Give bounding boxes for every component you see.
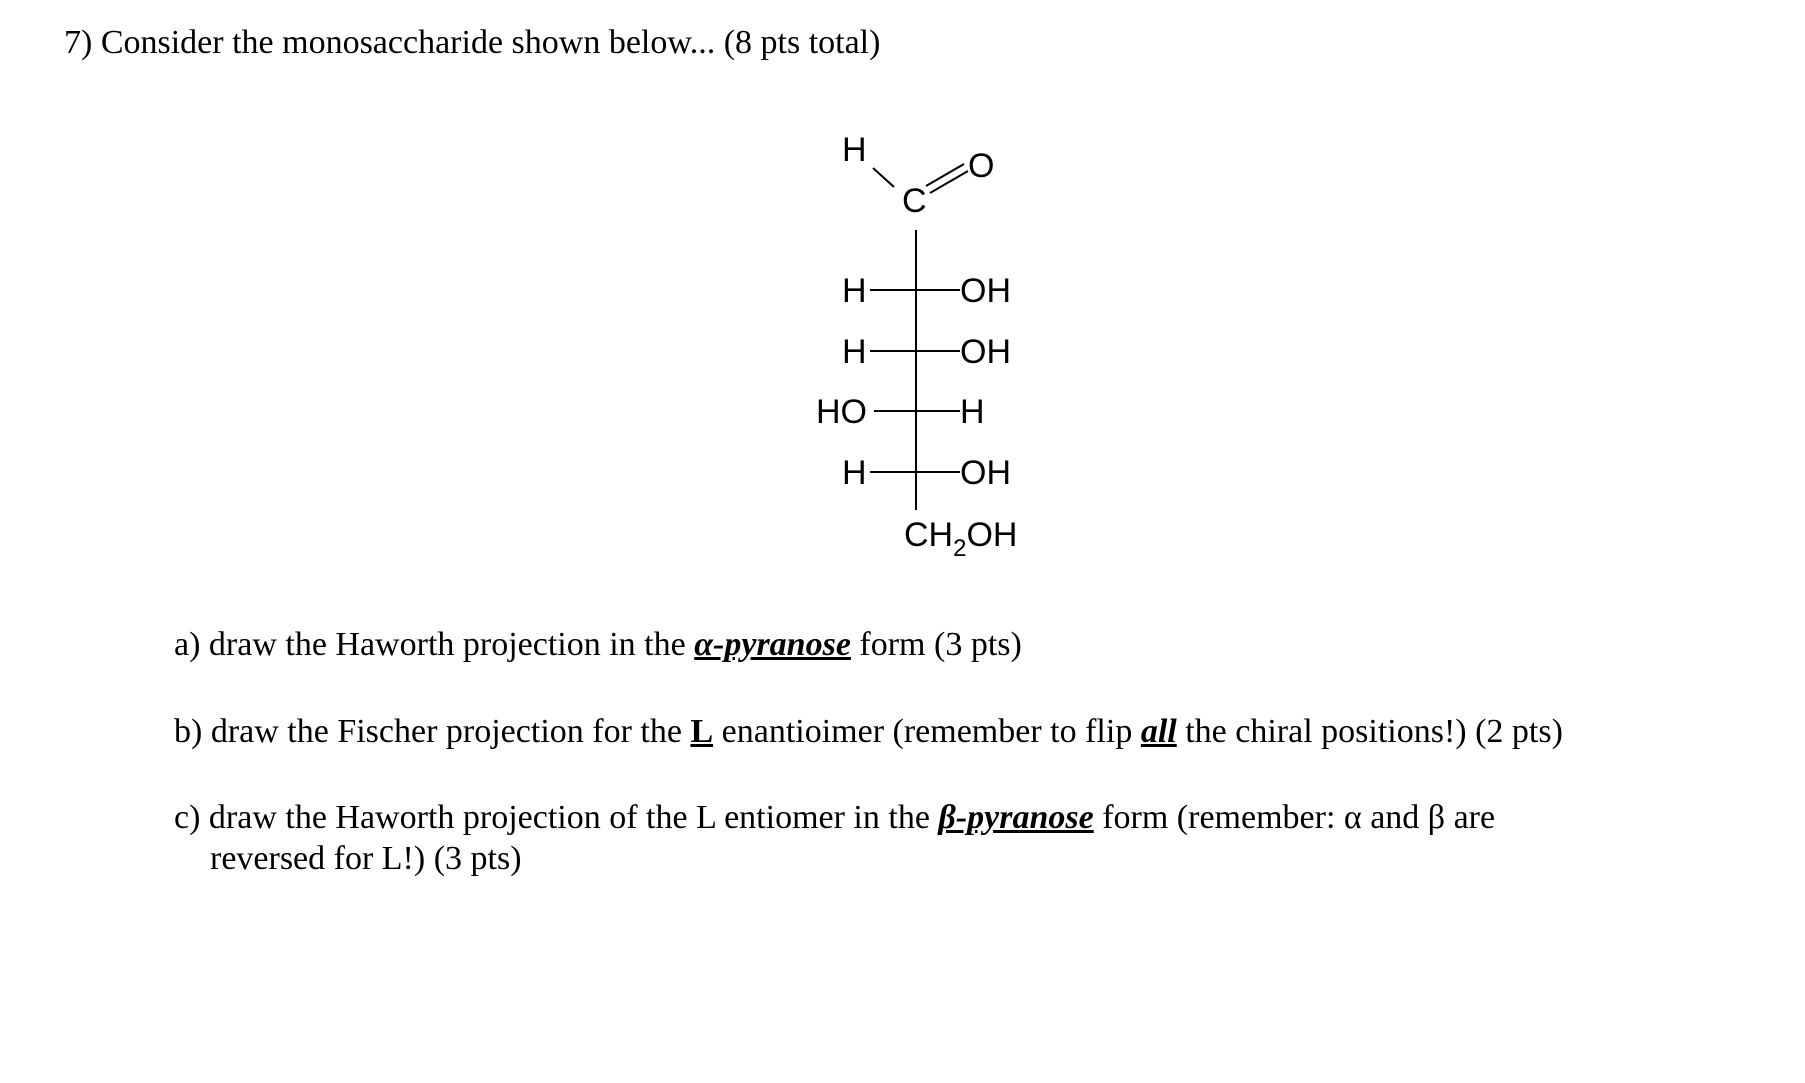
ch2oh-ch: CH [904, 516, 954, 554]
part-b-instruction [174, 711, 1563, 753]
row2-right-label: OH [960, 333, 1011, 371]
ch2oh-oh: OH [966, 516, 1018, 554]
part-b-prefix: b) draw the Fischer projection for the [174, 713, 691, 750]
ch2oh-label [904, 516, 1017, 562]
part-b-middle: enantioimer (remember to flip [713, 713, 1141, 750]
double-bond-line-1 [926, 164, 964, 186]
row1-left-label: H [842, 272, 867, 310]
aldehyde-h-bond [873, 168, 894, 187]
row4-right-label: OH [960, 454, 1011, 492]
row1-right-label: OH [960, 272, 1011, 310]
row2-left-label: H [842, 333, 867, 371]
aldehyde-o-label: O [968, 147, 995, 185]
question-title: 7) Consider the monosaccharide shown below... (8 pts total) [64, 24, 881, 61]
part-a-emphasis: α-pyranose [694, 626, 851, 663]
part-b-suffix: the chiral positions!) (2 pts) [1176, 713, 1563, 750]
part-a-prefix: a) draw the Haworth projection in the [174, 626, 695, 663]
aldehyde-c-label: C [902, 182, 927, 220]
part-b-emphasis-l: L [690, 713, 714, 750]
row3-left-label: HO [816, 393, 867, 431]
ch2oh-subscript: 2 [953, 535, 967, 562]
part-c-instruction [174, 797, 1495, 839]
row3-right-label: H [960, 393, 985, 431]
aldehyde-h-label: H [842, 131, 867, 169]
part-c-suffix: form (remember: α and β are [1093, 799, 1496, 836]
part-c-instruction-line2: reversed for L!) (3 pts) [210, 840, 522, 877]
part-b-emphasis-all: all [1140, 713, 1177, 750]
row4-left-label: H [842, 454, 867, 492]
part-c-emphasis: β-pyranose [938, 799, 1094, 836]
part-a-instruction [174, 624, 1022, 666]
part-a-suffix: form (3 pts) [850, 626, 1022, 663]
double-bond-line-2 [930, 171, 968, 193]
part-c-prefix: c) draw the Haworth projection of the L entiomer in the [174, 799, 939, 836]
